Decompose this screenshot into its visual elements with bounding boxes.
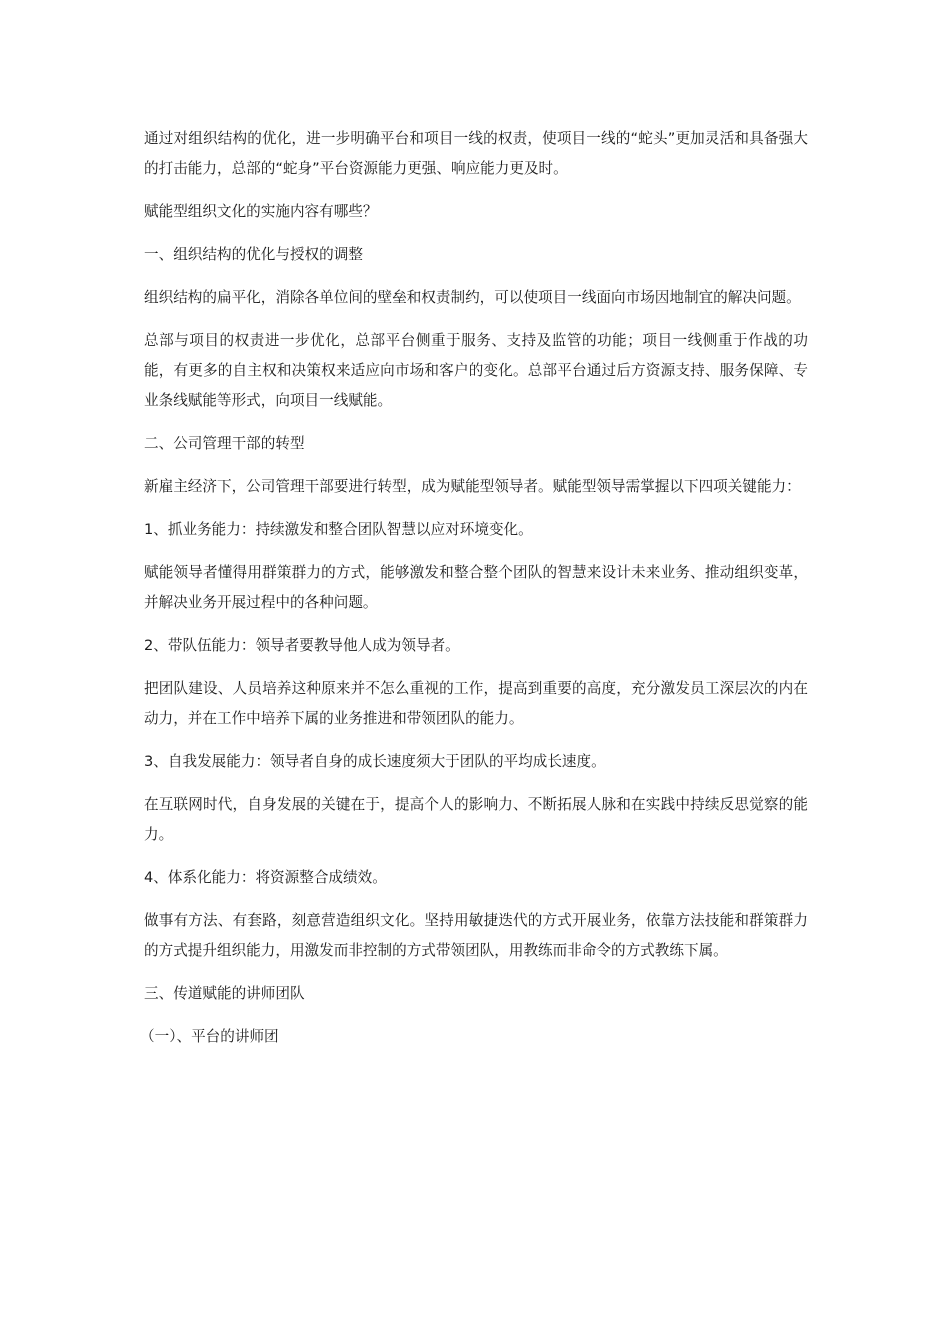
section-2-heading: 二、公司管理干部的转型 [144, 435, 305, 452]
ability-3-heading: 3、自我发展能力：领导者自身的成长速度须大于团队的平均成长速度。 [144, 753, 606, 770]
section-2-paragraph: 新雇主经济下，公司管理干部要进行转型，成为赋能型领导者。赋能型领导需掌握以下四项关键能力： [144, 478, 801, 495]
question-heading: 赋能型组织文化的实施内容有哪些？ [144, 203, 378, 220]
ability-2-paragraph: 把团队建设、人员培养这种原来并不怎么重视的工作，提高到重要的高度，充分激发员工深层次的内在动力，并在工作中培养下属的业务推进和带领团队的能力。 [144, 680, 808, 727]
section-1-heading: 一、组织结构的优化与授权的调整 [144, 246, 363, 263]
ability-2-heading: 2、带队伍能力：领导者要教导他人成为领导者。 [144, 637, 460, 654]
document-body [140, 124, 808, 1052]
section-3-heading: 三、传道赋能的讲师团队 [144, 985, 305, 1002]
ability-1-heading: 1、抓业务能力：持续激发和整合团队智慧以应对环境变化。 [144, 521, 533, 538]
section-1-paragraph-2: 总部与项目的权责进一步优化，总部平台侧重于服务、支持及监管的功能；项目一线侧重于作战的功能，有更多的自主权和决策权来适应向市场和客户的变化。总部平台通过后方资源支持、服务保障、专业条线赋能等形式，向项目一线赋能。 [144, 332, 808, 409]
ability-3-paragraph: 在互联网时代，自身发展的关键在于，提高个人的影响力、不断拓展人脉和在实践中持续反思觉察的能力。 [144, 796, 808, 843]
ability-4-heading: 4、体系化能力：将资源整合成绩效。 [144, 869, 387, 886]
ability-1-paragraph: 赋能领导者懂得用群策群力的方式，能够激发和整合整个团队的智慧来设计未来业务、推动组织变革，并解决业务开展过程中的各种问题。 [144, 564, 808, 611]
intro-paragraph: 通过对组织结构的优化，进一步明确平台和项目一线的权责，使项目一线的“蛇头”更加灵活和具备强大的打击能力，总部的“蛇身”平台资源能力更强、响应能力更及时。 [144, 130, 808, 177]
ability-4-paragraph: 做事有方法、有套路，刻意营造组织文化。坚持用敏捷迭代的方式开展业务，依靠方法技能和群策群力的方式提升组织能力，用激发而非控制的方式带领团队，用教练而非命令的方式教练下属。 [144, 912, 808, 959]
section-1-paragraph-1: 组织结构的扁平化，消除各单位间的壁垒和权责制约，可以使项目一线面向市场因地制宜的解决问题。 [144, 289, 801, 306]
section-3-1-heading: （一）、平台的讲师团 [140, 1028, 279, 1045]
